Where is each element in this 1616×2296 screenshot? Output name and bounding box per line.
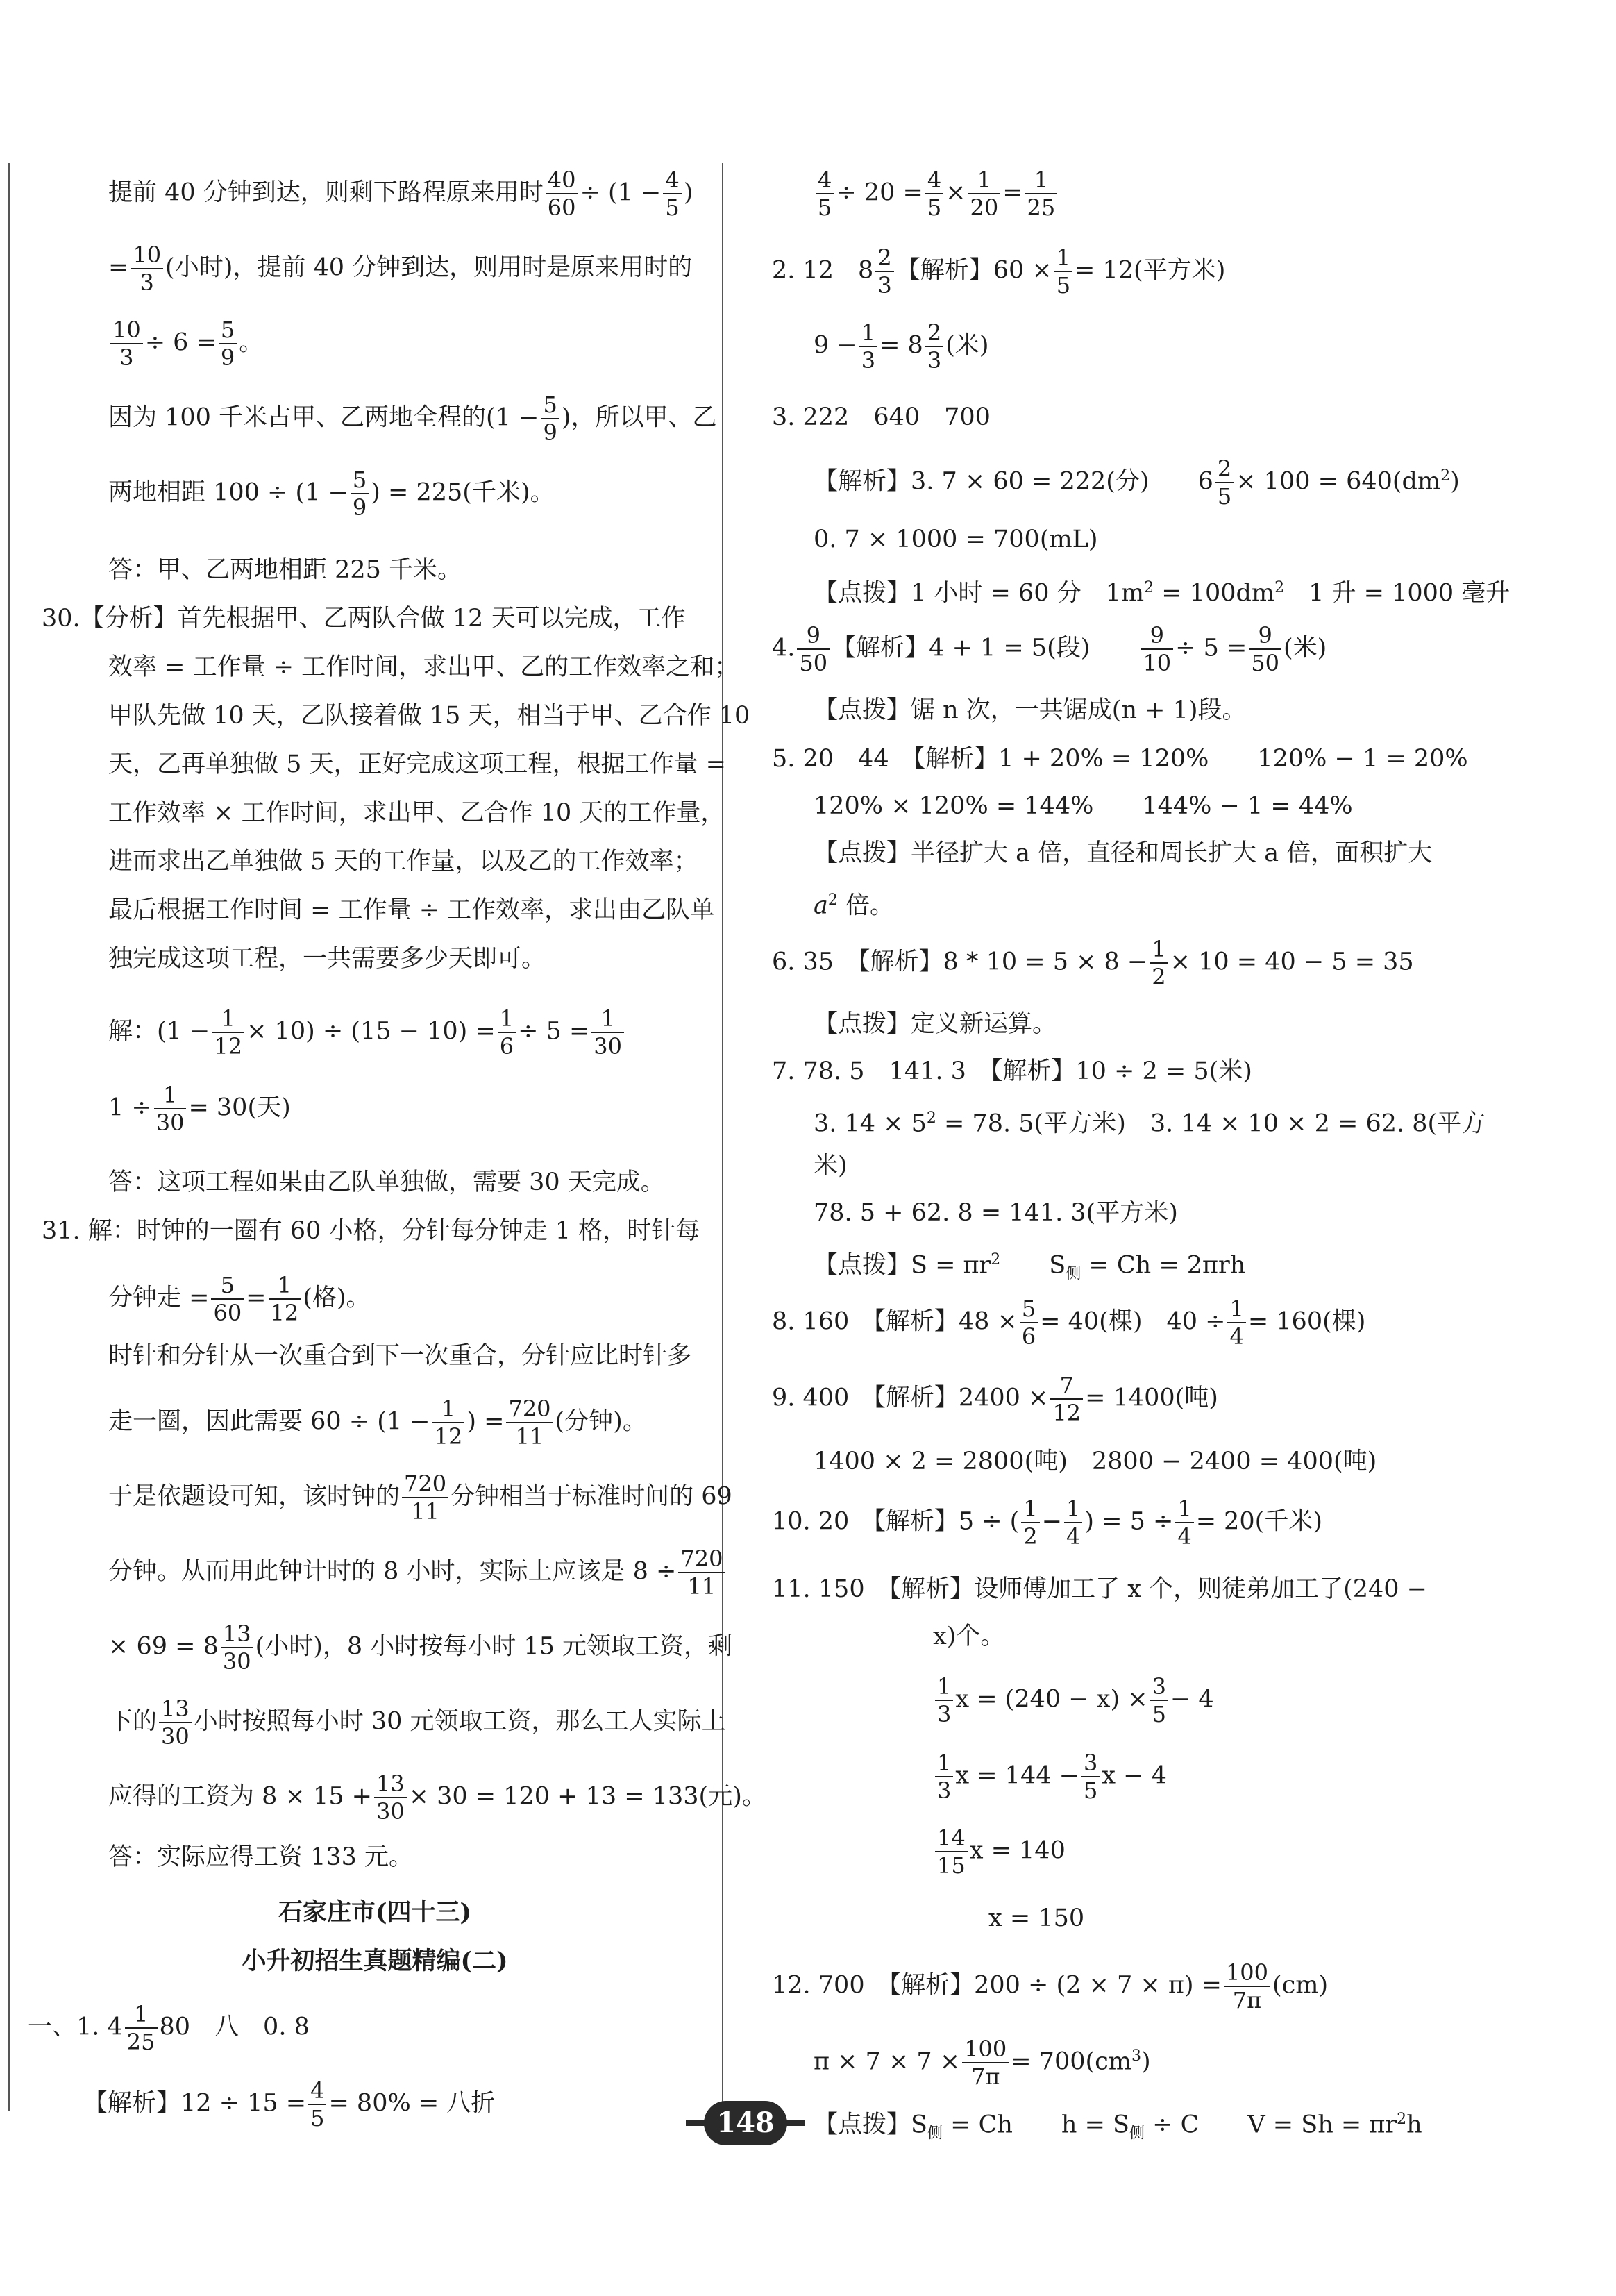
page-number: 148: [704, 2101, 787, 2145]
text-line: 3. $14 \times 5^2 = 78$. 5(平方米) 3. 14 × 10 × 2 = 62. 8(平方: [814, 1109, 1486, 1138]
equation-line: $\frac{14}{15}$ x = 140: [933, 1825, 1066, 1879]
fraction: $\frac{1}{4}$: [1175, 1495, 1193, 1550]
fraction: $\frac{10}{3}$: [131, 242, 163, 296]
text-line: 解：(1 − $\frac{1}{12}$ × 10) ÷ (15 − 10) = $\frac{1}{6}$ ÷ 5 = $\frac{1}{30}$: [108, 1005, 626, 1059]
text-line: 【点拨】1 小时 = 60 分 $1m^2 = 100dm^2$ 1 升 = 1000 毫升: [814, 579, 1510, 607]
text-line: 78. 5 + 62. 8 = 141. 3(平方米): [814, 1199, 1178, 1227]
answer-line: 答：实际应得工资 133 元。: [108, 1843, 414, 1871]
text-line: 5. 20 44 【解析】1 + 20% = 120% 120% − 1 = 20%: [772, 745, 1468, 773]
fraction: $\frac{2}{3}$: [925, 319, 943, 374]
fraction: $\frac{40}{60}$: [546, 167, 578, 221]
fraction: $\frac{4}{5}$: [663, 167, 681, 221]
text-line: 两地相距 100 ÷ (1 − $\frac{5}{9}$ ) = 225(千米)。: [108, 467, 555, 521]
text-line: 走一圈，因此需要 60 ÷ (1 − $\frac{1}{12}$ ) = $\frac{720}{11}$ (分钟)。: [108, 1396, 647, 1450]
fraction: $\frac{1}{5}$: [1054, 244, 1072, 299]
fraction: $\frac{4}{5}$: [816, 167, 834, 221]
text-line: 工作效率 × 工作时间，求出甲、乙合作 10 天的工作量，: [108, 799, 725, 827]
text-line: 【点拨】$S_侧 = Ch$ $h = S_侧 \div C$ $V = Sh = \pi r^2h$: [814, 2111, 1422, 2143]
section-subtitle: 小升初招生真题精编(二): [242, 1947, 508, 1975]
text-line: 最后根据工作时间 = 工作量 ÷ 工作效率，求出由乙队单: [108, 896, 715, 924]
text-line: 【点拨】半径扩大 a 倍，直径和周长扩大 a 倍，面积扩大: [814, 839, 1433, 867]
text-line: 甲队先做 10 天，乙队接着做 15 天，相当于甲、乙合作 10: [108, 702, 750, 730]
fraction: $\frac{720}{11}$: [506, 1396, 553, 1450]
text-line: 3. 222 640 700: [772, 403, 991, 431]
fraction: $\frac{14}{15}$: [935, 1825, 968, 1879]
text-line: 【点拨】定义新运算。: [814, 1010, 1057, 1038]
answer-line: 答：这项工程如果由乙队单独做，需要 30 天完成。: [108, 1168, 665, 1196]
text-line: 0. 7 × 1000 = 700(mL): [814, 526, 1098, 553]
text-line: 进而求出乙单独做 5 天的工作量，以及乙的工作效率；: [108, 848, 698, 875]
equation-line: x = 150: [988, 1904, 1085, 1932]
text-line: $a^2$ 倍。: [814, 891, 895, 920]
fraction: $\frac{720}{11}$: [402, 1470, 448, 1525]
equation-line: $\frac{1}{3}$ x = 144 − $\frac{3}{5}$ x − 4: [933, 1750, 1167, 1804]
fraction: $\frac{1}{30}$: [591, 1005, 624, 1059]
text-line: 时针和分针从一次重合到下一次重合，分针应比时针多: [108, 1342, 692, 1370]
text-line: 11. 150 【解析】设师傅加工了 x 个，则徒弟加工了(240 −: [772, 1575, 1427, 1603]
left-margin-rule: [8, 163, 10, 2111]
fraction: $\frac{100}{7\pi}$: [1224, 1959, 1270, 2013]
text-line: 于是依题设可知，该时钟的 $\frac{720}{11}$ 分钟相当于标准时间的 69: [108, 1470, 732, 1525]
fraction: $\frac{5}{9}$: [219, 317, 237, 371]
fraction: $\frac{100}{7\pi}$: [962, 2036, 1009, 2090]
fraction: $\frac{1}{12}$: [432, 1396, 465, 1450]
fraction: $\frac{3}{5}$: [1081, 1750, 1100, 1804]
text-line: 天，乙再单独做 5 天，正好完成这项工程，根据工作量 =: [108, 751, 726, 778]
fraction: $\frac{5}{9}$: [541, 392, 559, 446]
fraction: $\frac{1}{12}$: [269, 1272, 301, 1326]
text-line: × 69 = 8 $\frac{13}{30}$ (小时)，8 小时按每小时 15 元领取工资，剩: [108, 1620, 733, 1675]
text-line: 分钟。从而用此钟计时的 8 小时，实际上应该是 8 ÷ $\frac{720}{11}$: [108, 1545, 727, 1600]
fraction: $\frac{7}{12}$: [1050, 1372, 1083, 1426]
fraction: $\frac{4}{5}$: [308, 2077, 326, 2131]
text-line: 120% × 120% = 144% 144% − 1 = 44%: [814, 792, 1353, 820]
text-line: 4. $\frac{9}{50}$ 【解析】4 + 1 = 5(段) $\frac{9}{10}$ ÷ 5 = $\frac{9}{50}$ (米): [772, 622, 1327, 676]
text-line: 1 ÷ $\frac{1}{30}$ = 30(天): [108, 1082, 291, 1136]
fraction: $\frac{2}{3}$: [875, 244, 893, 299]
text-line: 【点拨】锯 n 次，一共锯成(n + 1)段。: [814, 696, 1247, 724]
text-line: 因为 100 千米占甲、乙两地全程的(1 − $\frac{5}{9}$ )，所以甲、乙: [108, 392, 717, 446]
fraction: $\frac{5}{6}$: [1020, 1296, 1038, 1350]
fraction: $\frac{9}{50}$: [1249, 622, 1281, 676]
fraction: $\frac{1}{3}$: [935, 1750, 953, 1804]
text-line: 1400 × 2 = 2800(吨) 2800 − 2400 = 400(吨): [814, 1448, 1377, 1475]
fraction: $\frac{1}{25}$: [1025, 167, 1058, 221]
text-line: 31. 解：时钟的一圈有 60 小格，分针每分钟走 1 格，时针每: [42, 1217, 700, 1245]
text-line: 效率 = 工作量 ÷ 工作时间，求出甲、乙的工作效率之和；: [108, 653, 739, 681]
text-line: 2. 12 8 $\frac{2}{3}$ 【解析】60 × $\frac{1}{5}$ = 12(平方米): [772, 244, 1226, 299]
fraction: $\frac{1}{4}$: [1064, 1495, 1082, 1550]
text-line: 独完成这项工程，一共需要多少天即可。: [108, 945, 546, 973]
text-line: 分钟走 = $\frac{5}{60}$ = $\frac{1}{12}$ (格)。: [108, 1272, 371, 1326]
fraction: $\frac{2}{5}$: [1215, 455, 1234, 510]
text-line: $\frac{4}{5}$ ÷ 20 = $\frac{4}{5}$ × $\frac{1}{20}$ = $\frac{1}{25}$: [814, 167, 1059, 221]
fraction: $\frac{5}{9}$: [351, 467, 369, 521]
text-line: $\frac{10}{3}$ ÷ 6 = $\frac{5}{9}$ 。: [108, 317, 263, 371]
fraction: $\frac{4}{5}$: [925, 167, 943, 221]
text: 提前 40 分钟到达，则剩下路程原来用时: [108, 178, 544, 207]
equation-line: $\frac{1}{3}$ x = (240 − x) × $\frac{3}{5}$ − 4: [933, 1673, 1214, 1727]
fraction: $\frac{10}{3}$: [110, 317, 143, 371]
text-line: 9. 400 【解析】2400 × $\frac{7}{12}$ = 1400(吨): [772, 1372, 1218, 1426]
fraction: $\frac{1}{25}$: [125, 2001, 158, 2055]
text-line: 【点拨】$S = \pi r^2$ $S_侧 = Ch = 2\pi rh$: [814, 1251, 1246, 1283]
fraction: $\frac{1}{3}$: [859, 319, 877, 374]
text-line: = $\frac{10}{3}$ (小时)，提前 40 分钟到达，则用时是原来用时的: [108, 242, 693, 296]
fraction: $\frac{720}{11}$: [678, 1545, 725, 1600]
text-line: 9 − $\frac{1}{3}$ = 8 $\frac{2}{3}$ (米): [814, 319, 989, 374]
text-line: 提前 40 分钟到达，则剩下路程原来用时 $\frac{40}{60}$ ÷ (1 − $\frac{4}{5}$ ): [108, 167, 693, 221]
text-line: 12. 700 【解析】200 ÷ (2 × 7 × π) = $\frac{100}{7\pi}$ (cm): [772, 1959, 1329, 2013]
text-line: 【解析】3. 7 × 60 = 222(分) 6 $\frac{2}{5}$ × $100 = 640(dm^2)$: [814, 455, 1460, 510]
fraction: $\frac{1}{3}$: [935, 1673, 953, 1727]
text-line: 应得的工资为 8 × 15 + $\frac{13}{30}$ × 30 = 120 + 13 = 133(元)。: [108, 1770, 766, 1825]
text-line: 米): [814, 1152, 848, 1180]
text-line: 6. 35 【解析】8 * 10 = 5 × 8 − $\frac{1}{2}$ × 10 = 40 − 5 = 35: [772, 936, 1414, 990]
text-line: 【解析】12 ÷ 15 = $\frac{4}{5}$ = 80% = 八折: [83, 2077, 496, 2131]
section-title: 石家庄市(四十三): [278, 1898, 472, 1927]
fraction: $\frac{1}{2}$: [1150, 936, 1168, 990]
fraction: $\frac{13}{30}$: [159, 1695, 192, 1750]
fraction: $\frac{1}{30}$: [154, 1082, 187, 1136]
text-line: 30.【分析】首先根据甲、乙两队合做 12 天可以完成，工作: [42, 605, 686, 632]
fraction: $\frac{13}{30}$: [221, 1620, 253, 1675]
fraction: $\frac{1}{20}$: [968, 167, 1001, 221]
fraction: $\frac{1}{12}$: [212, 1005, 244, 1059]
fraction: $\frac{13}{30}$: [374, 1770, 407, 1825]
text-line: 一、1. 4 $\frac{1}{25}$ 80 八 0. 8: [28, 2001, 310, 2055]
answer-line: 答：甲、乙两地相距 225 千米。: [108, 556, 462, 584]
fraction: $\frac{5}{60}$: [211, 1272, 244, 1326]
text-line: 10. 20 【解析】5 ÷ ( $\frac{1}{2}$ − $\frac{1}{4}$ ) = 5 ÷ $\frac{1}{4}$ = 20(千米): [772, 1495, 1322, 1550]
fraction: $\frac{9}{10}$: [1141, 622, 1173, 676]
text-line: 7. 78. 5 141. 3 【解析】10 ÷ 2 = 5(米): [772, 1057, 1252, 1085]
fraction: $\frac{1}{6}$: [498, 1005, 516, 1059]
text-line: π × 7 × 7 × $\frac{100}{7\pi}$ = $700(cm^3)$: [814, 2036, 1151, 2090]
text-line: 下的 $\frac{13}{30}$ 小时按照每小时 30 元领取工资，那么工人实际上: [108, 1695, 726, 1750]
text-line: 8. 160 【解析】48 × $\frac{5}{6}$ = 40(棵) 40 ÷ $\frac{1}{4}$ = 160(棵): [772, 1296, 1366, 1350]
fraction: $\frac{1}{2}$: [1021, 1495, 1039, 1550]
fraction: $\frac{9}{50}$: [797, 622, 830, 676]
fraction: $\frac{1}{4}$: [1227, 1296, 1245, 1350]
text-line: x)个。: [933, 1623, 1005, 1650]
fraction: $\frac{3}{5}$: [1150, 1673, 1168, 1727]
